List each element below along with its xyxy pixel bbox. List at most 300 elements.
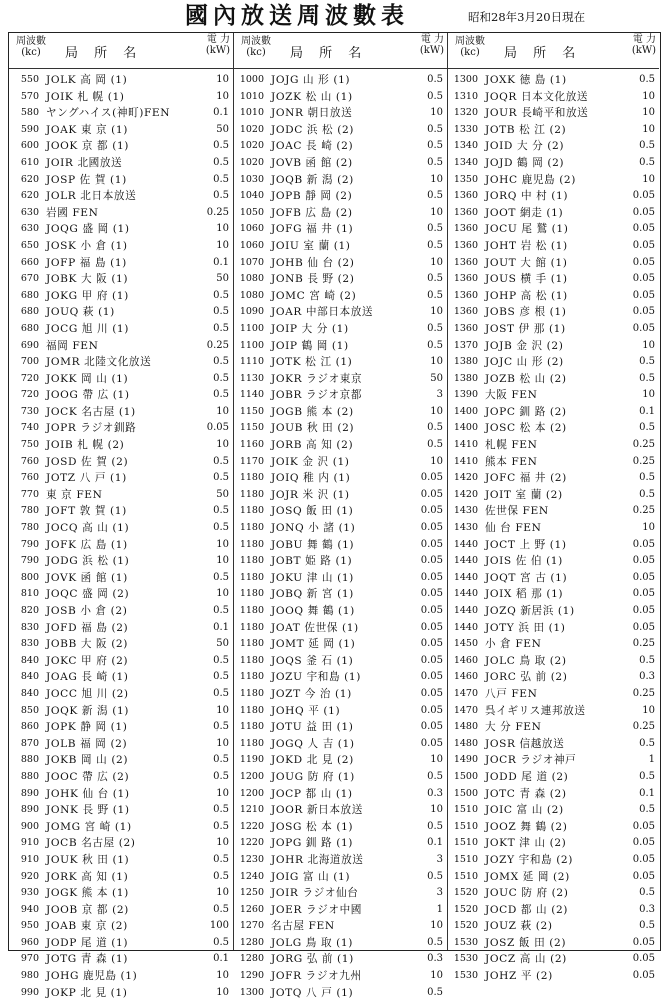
frequency-cell: 1480	[453, 737, 478, 749]
frequency-cell: 1360	[453, 306, 478, 318]
station-cell: JOKP 北 見 (1)	[46, 986, 128, 999]
station-cell: JOPK 静 岡 (1)	[46, 721, 128, 734]
table-row	[234, 620, 447, 637]
power-cell: 0.5	[213, 306, 229, 318]
power-cell: 0.5	[427, 770, 443, 782]
power-cell: 0.5	[639, 920, 655, 932]
station-cell: JOFG 福 井 (1)	[271, 223, 354, 236]
frequency-cell: 660	[20, 256, 39, 268]
power-cell: 0.5	[213, 853, 229, 865]
station-cell: JOAG 長 崎 (1)	[46, 671, 129, 684]
table-row	[448, 819, 659, 836]
station-cell: JOCR ラジオ神戸	[485, 754, 577, 767]
freq-header-unit: (kc)	[246, 47, 266, 58]
table-row	[9, 138, 233, 155]
power-cell: 10	[216, 737, 229, 749]
station-cell: 大 分 FEN	[485, 721, 542, 734]
power-cell: 10	[642, 339, 655, 351]
power-cell: 50	[216, 638, 229, 650]
frequency-cell: 1210	[239, 804, 264, 816]
station-cell: JOUS 横 手 (1)	[485, 273, 568, 286]
power-cell: 0.05	[420, 555, 443, 567]
table-row	[448, 869, 659, 886]
station-cell: JOOB 京 都 (2)	[46, 903, 129, 916]
power-cell: 0.05	[632, 853, 655, 865]
station-cell: JOVK 函 館 (1)	[46, 571, 128, 584]
frequency-cell: 720	[20, 372, 39, 384]
power-cell: 0.25	[632, 455, 655, 467]
frequency-cell: 1360	[453, 239, 478, 251]
frequency-cell: 1180	[239, 638, 264, 650]
table-row	[234, 935, 447, 952]
table-row	[448, 918, 659, 935]
table-row	[234, 951, 447, 968]
power-cell: 0.05	[420, 538, 443, 550]
power-header	[206, 34, 230, 56]
power-cell: 0.05	[632, 256, 655, 268]
power-cell: 0.05	[632, 588, 655, 600]
power-cell: 0.5	[213, 140, 229, 152]
frequency-cell: 800	[20, 571, 39, 583]
frequency-cell: 1180	[239, 588, 264, 600]
frequency-cell: 700	[20, 356, 39, 368]
station-cell: JOUT 大 館 (1)	[485, 256, 568, 269]
station-cell: JOHT 岩 松 (1)	[485, 239, 568, 252]
power-cell: 0.05	[632, 820, 655, 832]
table-row	[9, 620, 233, 637]
frequency-cell: 1130	[239, 372, 264, 384]
frequency-cell: 1310	[453, 90, 478, 102]
power-cell: 10	[430, 455, 443, 467]
power-cell: 0.05	[420, 621, 443, 633]
station-cell: JOHG 鹿児島 (1)	[46, 970, 138, 983]
table-row	[9, 553, 233, 570]
power-cell: 10	[216, 555, 229, 567]
station-cell: JOLK 高 岡 (1)	[46, 74, 128, 86]
frequency-cell: 1410	[453, 439, 478, 451]
table-row	[234, 487, 447, 504]
power-cell: 0.5	[427, 339, 443, 351]
frequency-cell: 1180	[239, 621, 264, 633]
station-cell: JOKT 津 山 (2)	[485, 837, 567, 850]
frequency-cell: 1220	[239, 820, 264, 832]
frequency-cell: 790	[20, 555, 39, 567]
station-cell: JOIK 札 幌 (1)	[46, 90, 125, 103]
station-cell: JOSP 佐 賀 (1)	[46, 173, 127, 186]
station-cell: JOIS 佐 伯 (1)	[485, 555, 563, 568]
power-cell: 50	[216, 488, 229, 500]
table-row	[9, 172, 233, 189]
power-cell: 0.5	[427, 870, 443, 882]
table-row	[234, 255, 447, 272]
power-cell: 0.05	[632, 223, 655, 235]
power-cell: 0.05	[632, 621, 655, 633]
power-cell: 0.5	[213, 804, 229, 816]
frequency-cell: 1390	[453, 389, 478, 401]
table-row	[9, 570, 233, 587]
frequency-cell: 1420	[453, 472, 478, 484]
frequency-cell: 1070	[239, 256, 264, 268]
station-cell: JOSZ 飯 田 (2)	[485, 936, 567, 949]
table-row	[234, 503, 447, 520]
frequency-cell: 1180	[239, 571, 264, 583]
station-cell: 福岡 FEN	[46, 339, 99, 352]
power-cell: 0.05	[632, 970, 655, 982]
table-row	[234, 437, 447, 454]
table-row	[448, 371, 659, 388]
frequency-cell: 890	[20, 804, 39, 816]
power-cell: 0.05	[420, 671, 443, 683]
table-row	[9, 255, 233, 272]
power-cell: 10	[216, 538, 229, 550]
station-cell: JOIU 室 蘭 (1)	[271, 239, 351, 252]
power-cell: 0.1	[213, 107, 229, 119]
frequency-cell: 930	[20, 887, 39, 899]
table-row	[234, 686, 447, 703]
power-cell: 10	[216, 887, 229, 899]
frequency-cell: 1220	[239, 837, 264, 849]
page-header	[0, 2, 670, 30]
power-cell: 0.5	[213, 687, 229, 699]
table-row	[234, 902, 447, 919]
power-cell: 10	[430, 173, 443, 185]
power-cell: 0.5	[427, 90, 443, 102]
frequency-cell: 1340	[453, 140, 478, 152]
table-row	[448, 603, 659, 620]
frequency-cell: 910	[20, 853, 39, 865]
power-cell: 0.5	[427, 223, 443, 235]
power-cell: 0.5	[213, 190, 229, 202]
frequency-cell: 1180	[239, 472, 264, 484]
frequency-cell: 1530	[453, 970, 478, 982]
table-row	[234, 105, 447, 122]
frequency-cell: 1170	[239, 455, 264, 467]
station-header: 局 所 名	[65, 46, 143, 61]
station-cell: JOHZ 平 (2)	[485, 970, 553, 983]
table-row	[9, 769, 233, 786]
station-cell: JOIK 金 沢 (1)	[271, 455, 350, 468]
frequency-cell: 590	[20, 123, 39, 135]
station-cell: JOCZ 高 山 (2)	[485, 953, 567, 966]
table-row	[448, 586, 659, 603]
table-row	[234, 570, 447, 587]
frequency-cell: 680	[20, 322, 39, 334]
frequency-cell: 730	[20, 405, 39, 417]
table-rows	[448, 69, 659, 985]
station-cell: JOHP 高 松 (1)	[485, 289, 568, 302]
power-cell: 0.3	[639, 671, 655, 683]
frequency-cell: 740	[20, 422, 39, 434]
frequency-cell: 580	[20, 107, 39, 119]
power-cell: 0.5	[639, 74, 655, 85]
frequency-cell: 1360	[453, 190, 478, 202]
station-cell: 岩國 FEN	[46, 206, 99, 219]
table-row	[448, 503, 659, 520]
table-row	[234, 304, 447, 321]
table-row	[234, 420, 447, 437]
station-cell: JOBU 舞 鶴 (1)	[271, 538, 355, 551]
frequency-cell: 1200	[239, 770, 264, 782]
power-cell: 0.5	[427, 140, 443, 152]
station-cell: 呉イギリス連邦放送	[485, 704, 586, 717]
table-row	[234, 586, 447, 603]
power-cell: 0.3	[427, 953, 443, 965]
power-cell: 0.5	[639, 356, 655, 368]
frequency-cell: 1440	[453, 621, 478, 633]
station-cell: JOAB 東 京 (2)	[46, 920, 128, 933]
frequency-cell: 650	[20, 239, 39, 251]
frequency-cell: 1110	[239, 356, 264, 368]
table-row	[234, 885, 447, 902]
table-row	[9, 786, 233, 803]
station-cell: JONR 朝日放送	[271, 107, 353, 120]
frequency-cell: 1180	[239, 605, 264, 616]
freq-header-label: 周波數	[455, 36, 485, 47]
power-cell: 10	[642, 90, 655, 102]
frequency-cell: 1380	[453, 356, 478, 368]
table-row	[448, 570, 659, 587]
station-cell: JOSC 松 本 (2)	[485, 422, 567, 435]
power-cell: 0.25	[206, 206, 229, 218]
frequency-cell: 1000	[239, 74, 264, 85]
frequency-cell: 860	[20, 721, 39, 733]
power-cell: 0.5	[213, 571, 229, 583]
power-cell: 0.05	[632, 190, 655, 202]
table-row	[9, 288, 233, 305]
frequency-cell: 1180	[239, 704, 264, 716]
table-row	[9, 437, 233, 454]
table-row	[234, 603, 447, 620]
station-cell: JOCT 上 野 (1)	[485, 538, 567, 551]
table-row	[9, 985, 233, 1001]
frequency-cell: 1180	[239, 488, 264, 500]
station-cell: JOOC 帶 広 (2)	[46, 770, 130, 783]
table-row	[9, 653, 233, 670]
frequency-cell: 820	[20, 605, 39, 616]
table-row	[234, 752, 447, 769]
table-row	[9, 968, 233, 985]
station-cell: JOKU 津 山 (1)	[271, 571, 354, 584]
frequency-cell: 1470	[453, 704, 478, 716]
station-cell: 小 倉 FEN	[485, 638, 542, 651]
table-row	[9, 188, 233, 205]
station-cell: JONB 長 野 (2)	[271, 273, 355, 286]
frequency-cell: 1200	[239, 787, 264, 799]
power-cell: 0.05	[632, 289, 655, 301]
power-cell: 3	[436, 853, 443, 865]
frequency-cell: 750	[20, 439, 39, 451]
frequency-cell: 1510	[453, 853, 478, 865]
frequency-cell: 1430	[453, 522, 478, 534]
frequency-cell: 1030	[239, 173, 264, 185]
station-cell: JOVB 函 館 (2)	[271, 156, 353, 169]
frequency-cell: 620	[20, 190, 39, 202]
power-cell: 0.5	[213, 820, 229, 832]
station-cell: JOUC 防 府 (2)	[485, 887, 569, 900]
frequency-cell: 1280	[239, 936, 264, 948]
table-row	[234, 736, 447, 753]
station-cell: 札幌 FEN	[485, 439, 538, 452]
frequency-cell: 1230	[239, 853, 264, 865]
station-cell: ヤングハイス(神町)FEN	[46, 107, 171, 120]
power-cell: 0.5	[639, 140, 655, 152]
frequency-cell: 1450	[453, 638, 478, 650]
power-header-unit: (kW)	[631, 45, 656, 56]
power-cell: 0.5	[427, 422, 443, 434]
frequency-cell: 1410	[453, 455, 478, 467]
frequency-cell: 620	[20, 173, 39, 185]
power-cell: 10	[216, 704, 229, 716]
power-cell: 0.5	[639, 156, 655, 168]
power-cell: 0.5	[427, 123, 443, 135]
power-cell: 0.25	[632, 505, 655, 517]
table-row	[448, 470, 659, 487]
power-cell: 0.05	[632, 555, 655, 567]
station-cell: JOQG 盛 岡 (1)	[46, 223, 130, 236]
frequency-cell: 1520	[453, 920, 478, 932]
frequency-cell: 1430	[453, 505, 478, 517]
power-cell: 0.1	[213, 953, 229, 965]
table-row	[9, 951, 233, 968]
frequency-cell: 1180	[239, 654, 264, 666]
station-cell: JOJB 金 沢 (2)	[485, 339, 564, 352]
station-cell: JOLC 鳥 取 (2)	[485, 654, 567, 667]
station-cell: JOST 伊 那 (1)	[485, 322, 566, 335]
station-cell: JOFB 広 島 (2)	[271, 206, 353, 219]
station-cell: JOHR 北海道放送	[271, 853, 364, 866]
station-cell: JODP 尾 道 (1)	[46, 936, 129, 949]
frequency-cell: 630	[20, 206, 39, 218]
freq-header	[236, 36, 276, 58]
station-cell: JOOQ 舞 鶴 (1)	[271, 605, 355, 617]
table-row	[448, 238, 659, 255]
table-row	[234, 786, 447, 803]
table-row	[448, 255, 659, 272]
frequency-cell: 830	[20, 638, 39, 650]
power-cell: 3	[436, 389, 443, 401]
power-cell: 0.05	[420, 654, 443, 666]
table-row	[234, 669, 447, 686]
station-cell: JOQT 宮 古 (1)	[485, 571, 568, 584]
station-cell: JORQ 中 村 (1)	[485, 190, 569, 203]
power-cell: 0.5	[427, 820, 443, 832]
station-cell: JORC 弘 前 (2)	[485, 671, 568, 684]
frequency-cell: 1180	[239, 671, 264, 683]
station-cell: JOOZ 舞 鶴 (2)	[485, 820, 568, 833]
frequency-cell: 1420	[453, 488, 478, 500]
station-cell: JOBS 彦 根 (1)	[485, 306, 567, 319]
power-cell: 0.05	[632, 936, 655, 948]
power-cell: 10	[430, 107, 443, 119]
power-cell: 0.25	[632, 638, 655, 650]
table-row	[9, 802, 233, 819]
power-cell: 0.05	[420, 488, 443, 500]
frequency-cell: 1330	[453, 123, 478, 135]
table-row	[234, 205, 447, 222]
table-row	[9, 105, 233, 122]
station-cell: JOGB 熊 本 (2)	[271, 405, 354, 418]
station-cell: JOCU 尾 鷲 (1)	[485, 223, 569, 236]
power-header-unit: (kW)	[419, 45, 444, 56]
power-cell: 0.5	[213, 754, 229, 766]
power-cell: 0.05	[632, 571, 655, 583]
power-cell: 0.5	[213, 289, 229, 301]
power-cell: 0.5	[213, 522, 229, 534]
freq-header	[11, 36, 51, 58]
station-cell: JOOK 京 都 (1)	[46, 140, 130, 153]
station-cell: JOQK 新 潟 (1)	[46, 704, 130, 717]
station-cell: JOQR 日本文化放送	[485, 90, 589, 103]
power-cell: 0.25	[632, 721, 655, 733]
power-cell: 0.5	[213, 389, 229, 401]
frequency-cell: 830	[20, 621, 39, 633]
power-cell: 0.05	[632, 206, 655, 218]
table-row	[234, 470, 447, 487]
frequency-cell: 1530	[453, 953, 478, 965]
table-row	[448, 669, 659, 686]
frequency-cell: 1490	[453, 754, 478, 766]
power-cell: 0.05	[632, 239, 655, 251]
frequency-cell: 1500	[453, 787, 478, 799]
station-cell: JOHC 鹿児島 (2)	[485, 173, 576, 186]
frequency-cell: 600	[20, 140, 39, 152]
station-cell: JOFP 福 島 (1)	[46, 256, 127, 269]
table-row	[9, 586, 233, 603]
table-row	[448, 520, 659, 537]
station-cell: JOFT 敦 賀 (1)	[46, 505, 127, 518]
table-row	[234, 802, 447, 819]
table-row	[448, 321, 659, 338]
power-cell: 10	[216, 439, 229, 451]
power-cell: 0.5	[427, 289, 443, 301]
table-row	[9, 935, 233, 952]
station-cell: JOIT 室 蘭 (2)	[485, 488, 563, 501]
power-cell: 10	[216, 970, 229, 982]
frequency-cell: 1180	[239, 737, 264, 749]
table-column-2	[233, 33, 447, 999]
station-cell: JOBT 姫 路 (1)	[271, 555, 353, 568]
freq-header-unit: (kc)	[460, 47, 480, 58]
table-row	[234, 819, 447, 836]
station-cell: JOER ラジオ中國	[271, 903, 362, 916]
frequency-cell: 1250	[239, 887, 264, 899]
table-row	[448, 338, 659, 355]
station-cell: JOMC 宮 崎 (2)	[271, 289, 357, 302]
station-cell: JOUR 長崎平和放送	[485, 107, 589, 120]
station-cell: JOUB 秋 田 (2)	[271, 422, 355, 435]
frequency-cell: 840	[20, 687, 39, 699]
power-cell: 10	[430, 256, 443, 268]
frequency-cell: 1180	[239, 522, 264, 534]
station-cell: JOBB 大 阪 (2)	[46, 638, 128, 651]
frequency-cell: 760	[20, 472, 39, 484]
frequency-cell: 1150	[239, 405, 264, 417]
table-row	[234, 371, 447, 388]
power-cell: 10	[216, 239, 229, 251]
power-cell: 0.05	[420, 638, 443, 650]
power-cell: 10	[642, 389, 655, 401]
power-cell: 10	[216, 90, 229, 102]
station-cell: JOQC 盛 岡 (2)	[46, 588, 130, 601]
frequency-cell: 1150	[239, 422, 264, 434]
power-cell: 0.25	[206, 339, 229, 351]
table-row	[9, 122, 233, 139]
table-row	[9, 238, 233, 255]
table-column-1	[9, 33, 233, 999]
station-cell: JOIQ 稚 内 (1)	[271, 472, 351, 485]
power-cell: 1	[436, 903, 443, 915]
power-cell: 0.5	[213, 455, 229, 467]
